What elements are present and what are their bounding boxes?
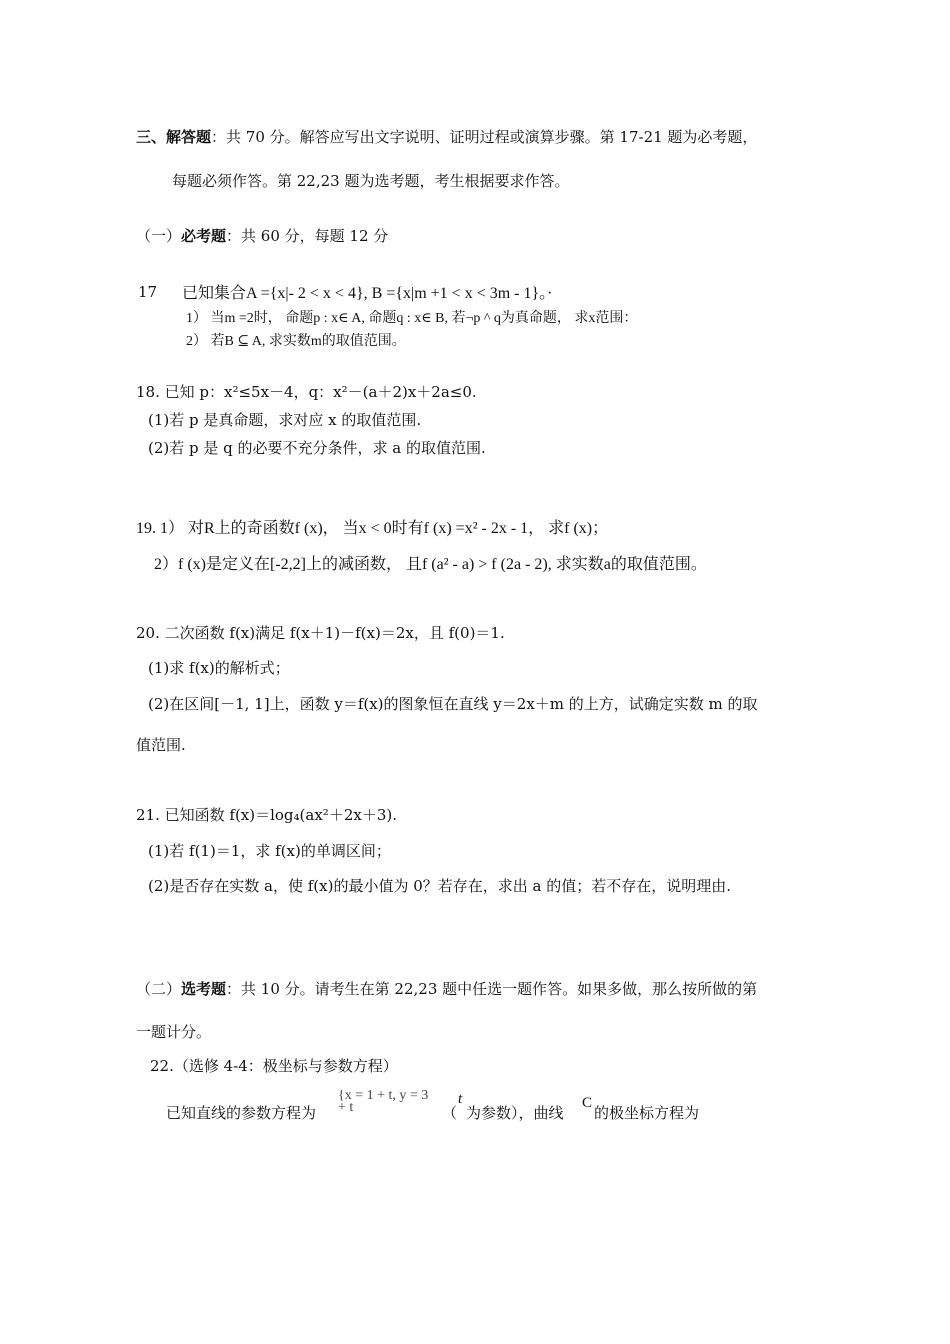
q20-part1: (1)求 f(x)的解析式； bbox=[148, 659, 290, 677]
optional-text2: 一题计分。 bbox=[136, 1023, 212, 1041]
required-heading-line bbox=[136, 225, 388, 247]
q22-mid: （ bbox=[442, 1104, 458, 1122]
section3-heading: 三、解答题 bbox=[136, 128, 212, 146]
q17-part1: 1） 当m =2时， 命题p : x∈ A, 命题q : x∈ B, 若¬p ^ q为真命题， 求x范围： bbox=[186, 311, 638, 326]
q22-param-var: t bbox=[458, 1091, 463, 1107]
q21-stem: 21. 已知函数 f(x)＝log₄(ax²＋2x＋3). bbox=[136, 806, 397, 824]
q22-parametric-system: {x = 1 + t, y = 3 + t bbox=[338, 1090, 429, 1114]
q19-part2: 2）f (x)是定义在[-2,2]上的减函数， 且f (a² - a) > f (2a - 2), 求实数a的取值范围。 bbox=[154, 556, 707, 573]
q18-part2: (2)若 p 是 q 的必要不充分条件，求 a 的取值范围. bbox=[148, 439, 486, 457]
optional-text1: ：共 10 分。请考生在第 22,23 题中任选一题作答。如果多做，那么按所做的第 bbox=[226, 980, 758, 998]
section3-line2: 每题必须作答。第 22,23 题为选考题，考生根据要求作答。 bbox=[172, 172, 570, 190]
q22-tail: 为参数），曲线 bbox=[466, 1104, 564, 1122]
q22-lead: 已知直线的参数方程为 bbox=[166, 1104, 317, 1122]
q21-part1: (1)若 f(1)＝1，求 f(x)的单调区间； bbox=[148, 842, 391, 860]
optional-prefix: （二） bbox=[136, 980, 182, 998]
q22-title: 22.（选修 4-4：极坐标与参数方程） bbox=[150, 1057, 398, 1075]
q20-stem: 20. 二次函数 f(x)满足 f(x＋1)－f(x)＝2x，且 f(0)＝1. bbox=[136, 624, 505, 642]
optional-heading: 选考题 bbox=[181, 980, 227, 998]
required-prefix: （一） bbox=[136, 227, 182, 245]
required-text: ：共 60 分，每题 12 分 bbox=[226, 227, 389, 245]
q20-part2b: 值范围. bbox=[136, 736, 186, 754]
q20-part2a: (2)在区间[－1, 1]上，函数 y＝f(x)的图象恒在直线 y＝2x＋m 的上方，试确定实数 m 的取 bbox=[148, 695, 758, 713]
q18-stem: 18. 已知 p：x²≤5x－4，q：x²－(a＋2)x＋2a≤0. bbox=[136, 383, 477, 401]
q22-curve: C bbox=[582, 1095, 593, 1111]
q17-number: 17 bbox=[138, 283, 158, 301]
section3-text1: ：共 70 分。解答应写出文字说明、证明过程或演算步骤。第 17-21 题为必考题， bbox=[211, 128, 758, 146]
q21-part2: (2)是否存在实数 a，使 f(x)的最小值为 0？若存在，求出 a 的值；若不存在，说明理由. bbox=[148, 877, 732, 895]
section3-line1 bbox=[136, 126, 757, 148]
q19-part1: 19. 1） 对R上的奇函数f (x)， 当x < 0时有f (x) =x² - 2x - 1， 求f (x)； bbox=[136, 520, 609, 537]
required-heading: 必考题 bbox=[181, 227, 227, 245]
q18-part1: (1)若 p 是真命题，求对应 x 的取值范围. bbox=[148, 411, 422, 429]
q17-stem: 已知集合A ={x|- 2 < x < 4}, B ={x|m +1 < x < 3m - 1}。· bbox=[182, 285, 553, 302]
q22-end: 的极坐标方程为 bbox=[594, 1104, 700, 1122]
q17-part2: 2） 若B ⊆ A, 求实数m的取值范围。 bbox=[186, 334, 406, 349]
optional-heading-line bbox=[136, 978, 757, 1000]
